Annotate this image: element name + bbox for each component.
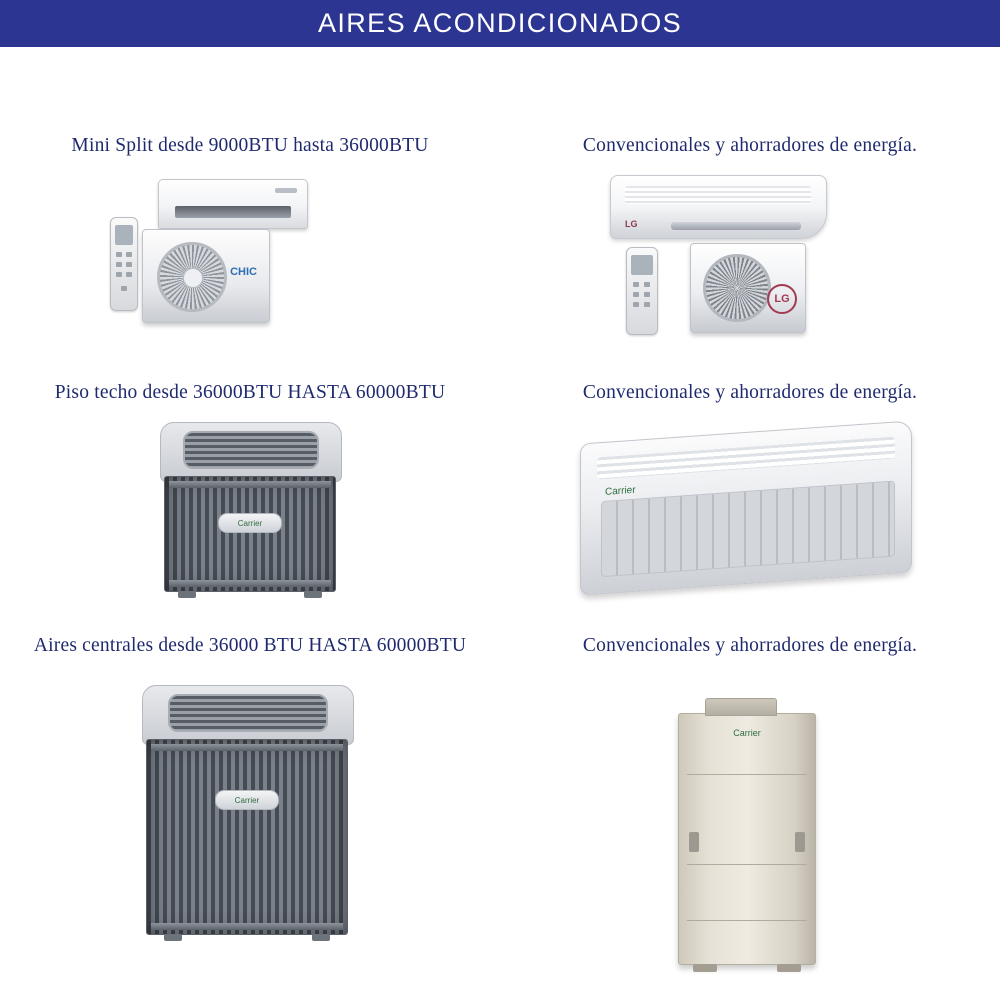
unit-foot	[312, 934, 330, 941]
indoor-unit	[610, 175, 827, 239]
fan-cover	[160, 422, 342, 482]
product-row	[0, 135, 1000, 350]
panel-seam	[687, 774, 807, 775]
remote-button	[116, 252, 122, 257]
coil-cabinet	[164, 476, 336, 592]
product-grid	[0, 135, 1000, 985]
brand-mark	[275, 188, 297, 193]
cabinet-band	[169, 481, 331, 488]
fan-grille	[703, 254, 771, 322]
product-caption: Convencionales y ahorradores de energía.	[582, 382, 918, 403]
brand-label: Carrier	[605, 484, 636, 498]
product-row	[0, 635, 1000, 985]
panel-seam	[687, 920, 807, 921]
panel-latch	[795, 832, 805, 852]
remote-button	[633, 302, 639, 307]
carrier-floor-ceiling-indoor-unit	[560, 422, 940, 617]
page-title: AIRES ACONDICIONADOS	[317, 8, 683, 38]
coil-cabinet	[146, 739, 348, 935]
product-cell-central-condenser	[0, 635, 500, 985]
page-header	[0, 0, 1000, 47]
carrier-air-handler-unit	[570, 685, 930, 985]
remote-button	[644, 292, 650, 297]
cabinet-band	[169, 580, 331, 587]
product-cell-mini-split	[0, 135, 500, 350]
fan-cover	[142, 685, 354, 745]
carrier-outdoor-condenser-unit	[80, 422, 420, 617]
product-caption: Convencionales y ahorradores de energía.	[582, 135, 918, 156]
duct-collar	[705, 698, 777, 716]
remote-display	[115, 225, 133, 245]
floor-ceiling-unit	[580, 420, 912, 595]
product-row	[0, 382, 1000, 617]
unit-foot	[693, 964, 717, 972]
remote-button	[126, 262, 132, 267]
remote-button	[633, 282, 639, 287]
lg-wall-split-indoor-outdoor-unit-with-remote	[580, 175, 920, 350]
fan-grille	[183, 431, 320, 469]
remote-button	[121, 286, 127, 291]
product-cell-lg-split	[500, 135, 1000, 350]
condenser-unit	[160, 422, 340, 592]
remote-control	[626, 247, 658, 335]
brand-label: LG	[625, 219, 638, 229]
panel-latch	[689, 832, 699, 852]
product-caption: Aires centrales desde 36000 BTU HASTA 60000BTU	[33, 635, 467, 656]
carrier-central-outdoor-condenser-unit	[70, 685, 430, 985]
fan-grille	[168, 694, 328, 732]
remote-button	[644, 302, 650, 307]
unit-foot	[178, 591, 196, 598]
air-intake-grille	[625, 186, 811, 204]
remote-button	[116, 262, 122, 267]
condenser-unit	[142, 685, 352, 935]
air-discharge-louver	[671, 222, 801, 230]
unit-foot	[777, 964, 801, 972]
indoor-unit	[158, 179, 308, 229]
product-caption: Convencionales y ahorradores de energía.	[582, 635, 918, 656]
remote-button	[633, 292, 639, 297]
remote-control	[110, 217, 138, 311]
remote-button	[126, 252, 132, 257]
cabinet-band	[151, 744, 343, 751]
brand-label: Carrier	[733, 728, 761, 738]
product-caption: Piso techo desde 36000BTU HASTA 60000BTU	[54, 382, 446, 403]
product-cell-air-handler	[500, 635, 1000, 985]
product-cell-floor-ceiling-condenser	[0, 382, 500, 617]
air-intake-grille	[597, 437, 895, 480]
mini-split-indoor-and-outdoor-unit-with-remote	[80, 175, 420, 350]
brand-label: LG	[767, 284, 797, 314]
outdoor-condenser-unit	[690, 243, 806, 333]
air-vent	[175, 206, 291, 218]
product-cell-floor-ceiling-indoor	[500, 382, 1000, 617]
panel-seam	[687, 864, 807, 865]
unit-foot	[164, 934, 182, 941]
air-handler-cabinet	[678, 713, 816, 965]
remote-button	[644, 282, 650, 287]
brand-badge: Carrier	[218, 513, 282, 533]
fan-hub	[183, 268, 203, 288]
brand-label: CHIC	[230, 266, 257, 278]
remote-display	[631, 255, 653, 275]
brand-badge: Carrier	[215, 790, 279, 810]
air-discharge-louvers	[601, 481, 895, 578]
unit-foot	[304, 591, 322, 598]
remote-button	[116, 272, 122, 277]
outdoor-condenser-unit	[142, 229, 270, 323]
product-caption: Mini Split desde 9000BTU hasta 36000BTU	[71, 135, 429, 156]
remote-button	[126, 272, 132, 277]
cabinet-band	[151, 923, 343, 930]
